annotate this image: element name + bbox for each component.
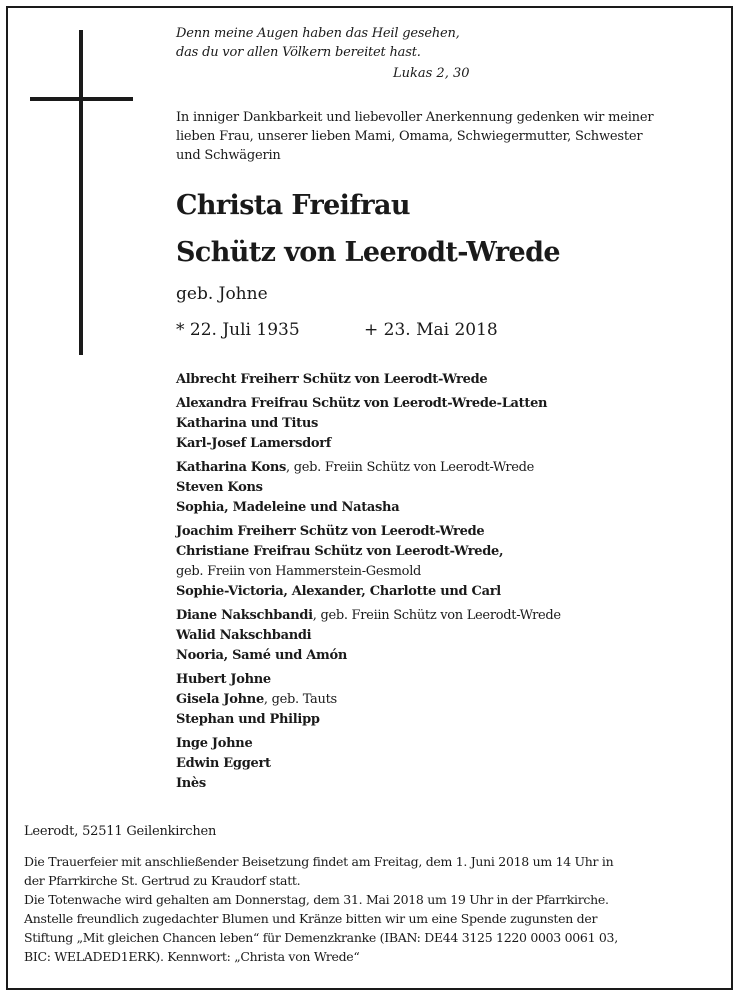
- mourner-group: [176, 394, 721, 454]
- birth-date: * 22. Juli 1935: [176, 320, 300, 340]
- notice-line: Die Totenwache wird gehalten am Donnerstag, dem 31. Mai 2018 um 19 Uhr in der Pfarrkirche.: [24, 892, 609, 907]
- notice-line: der Pfarrkirche St. Gertrud zu Kraudorf statt.: [24, 873, 301, 888]
- mourners-list: [176, 370, 721, 798]
- mourner-name: Sophie-Victoria, Alexander, Charlotte und Carl: [176, 584, 501, 599]
- mourner-group: [176, 458, 721, 518]
- notice-line: Stiftung „Mit gleichen Chancen leben“ für Demenzkranke (IBAN: DE44 3125 1220 0003 0061 03,: [24, 930, 618, 945]
- mourner-name: Hubert Johne: [176, 672, 271, 687]
- notice-line: Die Trauerfeier mit anschließender Beisetzung findet am Freitag, dem 1. Juni 2018 um 14 Uhr in: [24, 854, 614, 869]
- mourner-name: Albrecht Freiherr Schütz von Leerodt-Wrede: [176, 372, 488, 387]
- mourner-entry: [176, 690, 721, 710]
- funeral-notice: [24, 852, 724, 966]
- family-address: Leerodt, 52511 Geilenkirchen: [24, 824, 217, 839]
- bible-reference: Lukas 2, 30: [393, 66, 470, 81]
- mourner-name: Steven Kons: [176, 480, 263, 495]
- mourner-entry: [176, 606, 721, 626]
- mourner-group: [176, 370, 721, 390]
- cross-vertical-bar: [79, 30, 83, 355]
- mourner-note: geb. Freiin von Hammerstein-Gesmold: [176, 564, 422, 579]
- mourner-note: , geb. Freiin Schütz von Leerodt-Wrede: [286, 460, 535, 475]
- mourner-name: Katharina Kons: [176, 460, 287, 475]
- mourner-name: Walid Nakschbandi: [176, 628, 312, 643]
- mourner-name: Inge Johne: [176, 736, 253, 751]
- mourner-name: Joachim Freiherr Schütz von Leerodt-Wrede: [176, 524, 485, 539]
- mourner-name: Edwin Eggert: [176, 756, 271, 771]
- mourner-note: , geb. Freiin Schütz von Leerodt-Wrede: [312, 608, 561, 623]
- mourner-name: Katharina und Titus: [176, 416, 318, 431]
- mourner-group: [176, 522, 721, 602]
- intro-line: lieben Frau, unserer lieben Mami, Omama, Schwiegermutter, Schwester: [176, 129, 643, 144]
- mourner-name: Stephan und Philipp: [176, 712, 320, 727]
- notice-line: Anstelle freundlich zugedachter Blumen und Kränze bitten wir um eine Spende zugunsten der: [24, 911, 598, 926]
- mourner-name: Sophia, Madeleine und Natasha: [176, 500, 400, 515]
- intro-line: In inniger Dankbarkeit und liebevoller Anerkennung gedenken wir meiner: [176, 110, 654, 125]
- deceased-name-first: Christa Freifrau: [176, 190, 410, 221]
- bible-verse-line: Denn meine Augen haben das Heil gesehen,: [176, 26, 460, 41]
- mourner-name: Diane Nakschbandi: [176, 608, 313, 623]
- intro-text: [176, 108, 721, 165]
- mourner-group: [176, 670, 721, 730]
- mourner-name: Inès: [176, 776, 206, 791]
- mourner-name: Christiane Freifrau Schütz von Leerodt-Wrede,: [176, 544, 504, 559]
- mourner-name: Alexandra Freifrau Schütz von Leerodt-Wrede-Latten: [176, 396, 548, 411]
- cross-horizontal-bar: [30, 97, 133, 101]
- mourner-group: [176, 606, 721, 666]
- notice-line: BIC: WELADED1ERK). Kennwort: „Christa von Wrede“: [24, 949, 360, 964]
- mourner-entry: [176, 458, 721, 478]
- bible-verse: [176, 24, 460, 62]
- mourner-note: , geb. Tauts: [263, 692, 337, 707]
- bible-verse-line: das du vor allen Völkern bereitet hast.: [176, 45, 421, 60]
- intro-line: und Schwägerin: [176, 148, 281, 163]
- mourner-name: Karl-Josef Lamersdorf: [176, 436, 332, 451]
- mourner-name: Gisela Johne: [176, 692, 264, 707]
- deceased-birth-name: geb. Johne: [176, 284, 268, 304]
- mourner-group: [176, 734, 721, 794]
- mourner-name: Nooria, Samé und Amón: [176, 648, 348, 663]
- deceased-name-family: Schütz von Leerodt-Wrede: [176, 237, 560, 268]
- death-date: + 23. Mai 2018: [364, 320, 498, 340]
